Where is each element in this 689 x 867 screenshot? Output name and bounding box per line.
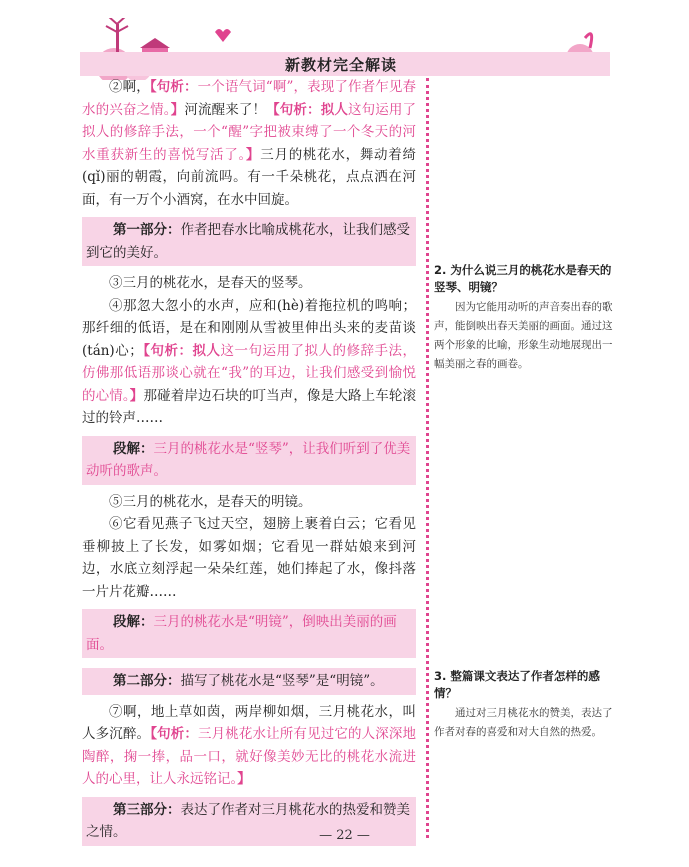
paragraph-5: ⑤三月的桃花水，是春天的明镜。 bbox=[109, 493, 312, 510]
p7-text-a: ⑦啊，地上草如茵，两岸柳如烟，三月桃花水，叫人多沉醉。 bbox=[82, 703, 416, 742]
p7-tag: 【句析： bbox=[150, 726, 198, 742]
page-title: 新教材完全解读 bbox=[285, 56, 398, 74]
p2-tag-1-end: 】 bbox=[170, 101, 185, 118]
p2-text-c: 三月的桃花水，舞动着绮(qǐ)丽的朝霞，向前流吗。有一千朵桃花，点点洒在河面，有一万个小酒窝，在水中回旋。 bbox=[82, 146, 417, 208]
p4-text-b: 那碰着岸边石块的叮当声，像是大路上车轮滚过的铃声…… bbox=[82, 387, 417, 426]
p7-tag-end: 】 bbox=[237, 771, 251, 787]
summary4-text: 描写了桃花水是“竖琴”是“明镜”。 bbox=[180, 673, 384, 689]
paragraph-3: ③三月的桃花水，是春天的竖琴。 bbox=[109, 275, 312, 291]
p2-tag-1: 【句析： bbox=[149, 79, 198, 95]
summary3-text: 三月的桃花水是“明镜”，倒映出美丽的画面。 bbox=[86, 614, 397, 653]
page-number: — 22 — bbox=[319, 828, 370, 843]
summary-paragraph-3-4 bbox=[82, 436, 416, 485]
question-2-answer: 因为它能用动听的声音奏出春的歌声，能倒映出春天美丽的画面。通过这两个形象的比喻，形象生动地展现出一幅美丽之春的画卷。 bbox=[434, 301, 613, 370]
p2-tag-2-end: 】 bbox=[246, 146, 261, 163]
p2-note-1: 一个语气词“啊”，表现了作者乍见春水的兴奋之情。 bbox=[82, 79, 417, 118]
summary5-text: 表达了作者对三月桃花水的热爱和赞美之情。 bbox=[86, 801, 410, 840]
p2-text-a: ②啊， bbox=[109, 79, 150, 95]
paragraph-7 bbox=[82, 701, 416, 791]
summary1-text: 作者把春水比喻成桃花水，让我们感受到它的美好。 bbox=[86, 222, 410, 261]
p2-text-b: 河流醒来了！ bbox=[184, 101, 267, 118]
header-house-roof bbox=[140, 38, 170, 48]
p4-tag-end: 】 bbox=[129, 387, 144, 404]
summary1-lead: 第一部分： bbox=[113, 222, 181, 238]
sidebar-question-3 bbox=[434, 668, 614, 742]
paragraph-6: ⑥它看见燕子飞过天空，翅膀上裹着白云；它看见垂柳披上了长发，如雾如烟；它看见一群姑娘来到河边，水底立刻浮起一朵朵红莲，她们捧起了水，像抖落一片片花瓣…… bbox=[82, 516, 416, 600]
summary2-lead: 段解： bbox=[113, 440, 154, 457]
header-butterfly-icon bbox=[215, 29, 231, 42]
main-text bbox=[82, 76, 416, 852]
page-header bbox=[80, 18, 610, 80]
summary3-lead: 段解： bbox=[113, 614, 154, 630]
paragraph-4 bbox=[82, 295, 416, 430]
summary-paragraph-5-6 bbox=[82, 609, 416, 658]
p4-tag: 【句析：拟人 bbox=[142, 342, 221, 359]
column-divider bbox=[426, 78, 429, 838]
sidebar-question-2 bbox=[434, 262, 614, 374]
p4-note: 这一句运用了拟人的修辞手法，仿佛那低语那谈心就在“我”的耳边，让我们感受到愉悦的心情。 bbox=[82, 342, 417, 404]
summary-part-1 bbox=[82, 217, 416, 266]
question-3-answer: 通过对三月桃花水的赞美，表达了作者对春的喜爱和对大自然的热爱。 bbox=[434, 707, 613, 738]
p2-note-2: 这句运用了拟人的修辞手法，一个“醒”字把被束缚了一个冬天的河水重获新生的喜悦写活了。 bbox=[82, 101, 417, 163]
question-2-title: 2. 为什么说三月的桃花水是春天的竖琴、明镜？ bbox=[434, 263, 612, 294]
p4-text-a: ④那忽大忽小的水声，应和(hè)着拖拉机的鸣响；那纤细的低语，是在和刚刚从雪被里伸出头来的麦苗谈(tán)心； bbox=[82, 297, 416, 359]
p2-tag-2: 【句析：拟人 bbox=[266, 101, 348, 118]
question-3-title: 3. 整篇课文表达了作者怎样的感情？ bbox=[434, 669, 600, 700]
summary5-lead: 第三部分： bbox=[113, 801, 181, 818]
summary-part-2 bbox=[82, 668, 416, 695]
summary2-text: 三月的桃花水是“竖琴”，让我们听到了优美动听的歌声。 bbox=[86, 440, 411, 479]
paragraph-2 bbox=[82, 76, 416, 211]
summary4-lead: 第二部分： bbox=[113, 673, 181, 689]
p7-note: 三月桃花水让所有见过它的人深深地陶醉，掬一捧，品一口，就好像美妙无比的桃花水流进人的心里，让人永远铭记。 bbox=[82, 726, 417, 787]
